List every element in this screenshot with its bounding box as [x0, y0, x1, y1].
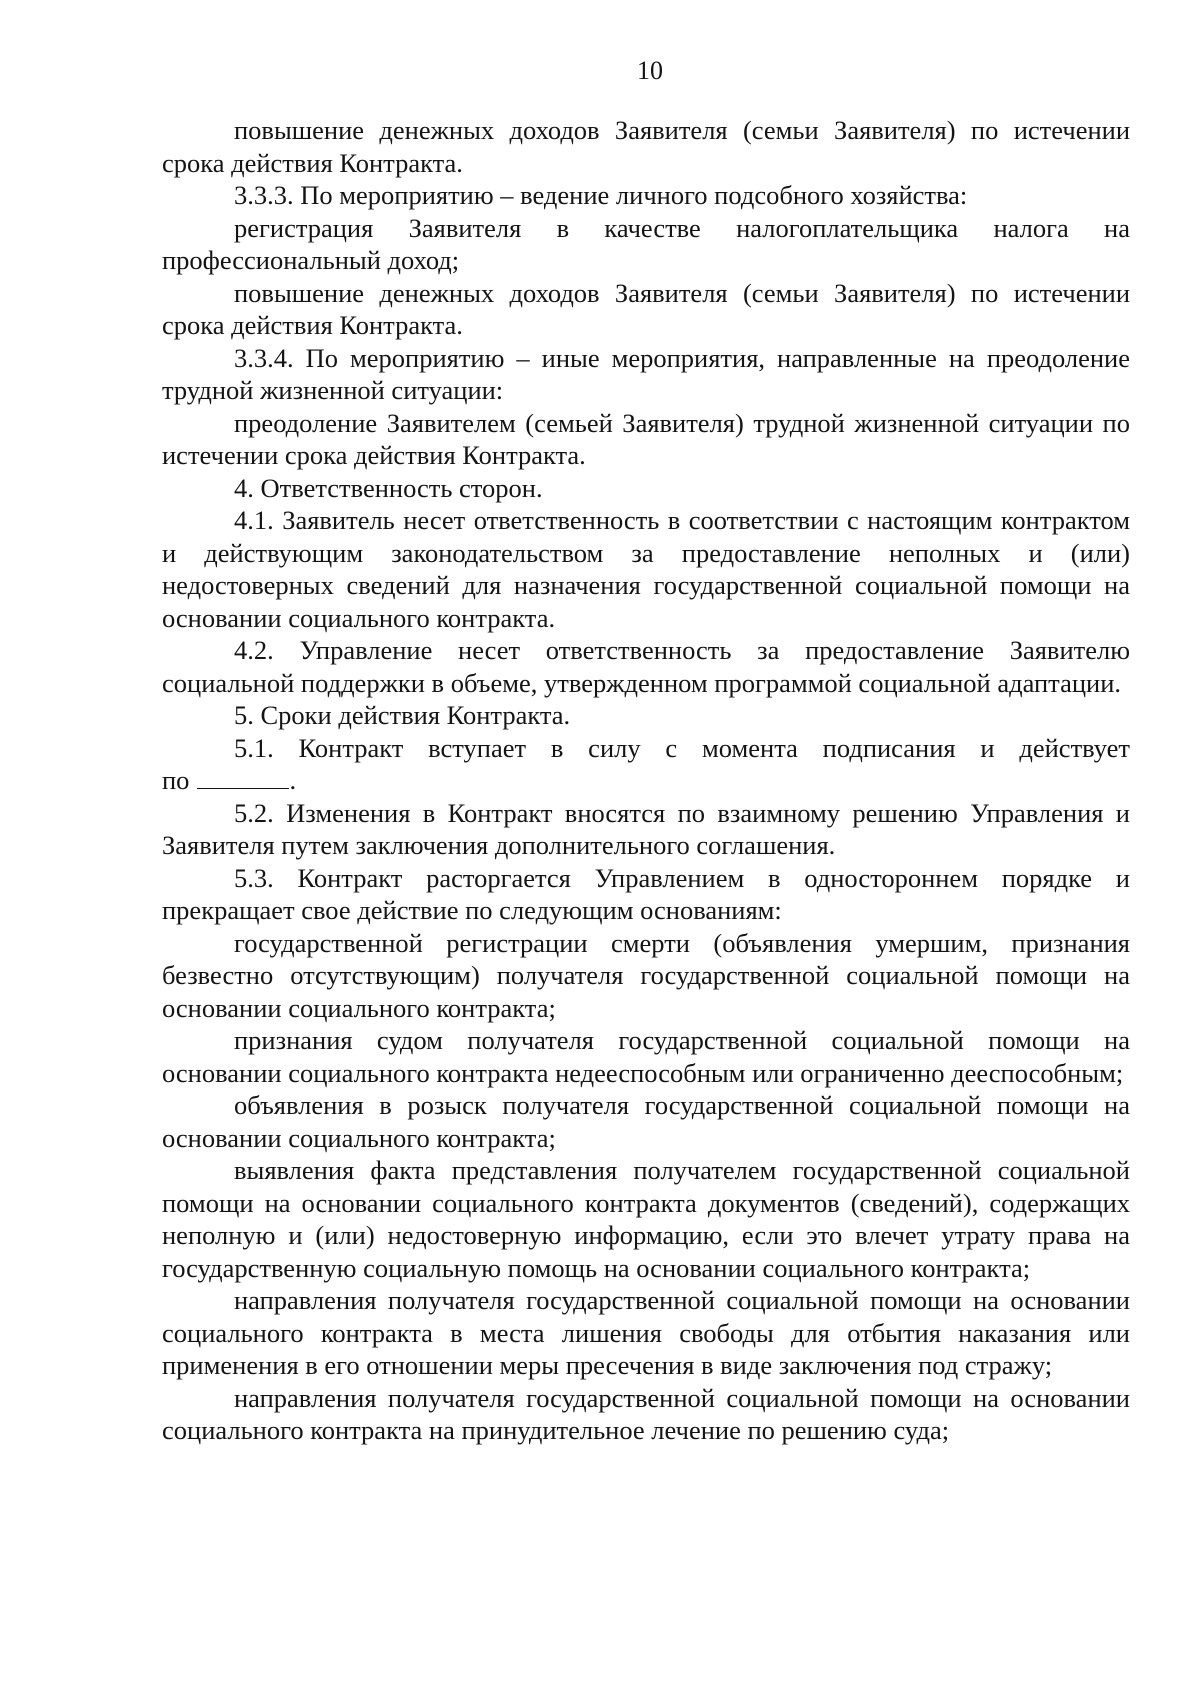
paragraph-income-increase-1: повышение денежных доходов Заявителя (семьи Заявителя) по истечении срока действия Контракта.	[162, 115, 1130, 178]
section-heading-responsibility: 4. Ответственность сторон.	[234, 472, 543, 503]
paragraph-3-3-4: 3.3.4. По мероприятию – иные мероприятия, направленные на преодоление трудной жизненной ситуации:	[162, 342, 1130, 405]
paragraph-4-2: 4.2. Управление несет ответственность за предоставление Заявителю социальной поддержки в объеме, утвержденном программой социальной адаптации.	[162, 635, 1130, 698]
paragraph-3-3-3: 3.3.3. По мероприятию – ведение личного подсобного хозяйства:	[234, 180, 968, 210]
paragraph-5-2: 5.2. Изменения в Контракт вносятся по взаимному решению Управления и Заявителя путем заключения дополнительного соглашения.	[162, 797, 1130, 860]
ground-compulsory-treatment: направления получателя государственной социальной помощи на основании социального контракта на принудительное лечение по решению суда;	[162, 1382, 1130, 1445]
paragraph-5-1: 5.1. Контракт вступает в силу с момента подписания и действует	[234, 732, 1130, 763]
term-date-blank	[197, 766, 289, 789]
page-number: 10	[637, 56, 663, 85]
paragraph-income-increase-2: повышение денежных доходов Заявителя (семьи Заявителя) по истечении срока действия Контракта.	[162, 277, 1130, 340]
term-prefix: по	[162, 765, 190, 795]
paragraph-registration-taxpayer: регистрация Заявителя в качестве налогоплательщика налога на профессиональный доход;	[162, 212, 1130, 275]
section-heading-terms: 5. Сроки действия Контракта.	[234, 700, 571, 730]
term-end-line	[162, 764, 1130, 797]
ground-imprisonment: направления получателя государственной социальной помощи на основании социального контракта в места лишения свободы для отбытия наказания или применения в его отношении меры пресечения в виде заключения под стражу;	[162, 1285, 1130, 1380]
paragraph-5-3: 5.3. Контракт расторгается Управлением в одностороннем порядке и прекращает свое действие по следующим основаниям:	[162, 862, 1130, 925]
paragraph-4-1: 4.1. Заявитель несет ответственность в соответствии с настоящим контрактом и действующим законодательством за предоставление неполных и (или) недостоверных сведений для назначения государственной социальной помощи на основании социального контракта.	[162, 505, 1130, 633]
ground-death-registration: государственной регистрации смерти (объявления умершим, признания безвестно отсутствующим) получателя государственной социальной помощи на основании социального контракта;	[162, 927, 1130, 1023]
ground-false-information: выявления факта представления получателем государственной социальной помощи на основании социального контракта документов (сведений), содержащих неполную и (или) недостоверную информацию, если это влечет утрату права на государственную социальную помощь на основании социального контракта;	[162, 1155, 1130, 1283]
ground-wanted: объявления в розыск получателя государственной социальной помощи на основании социального контракта;	[162, 1090, 1130, 1153]
ground-incapacity: признания судом получателя государственной социальной помощи на основании социального контракта недееспособным или ограниченно дееспособным;	[162, 1025, 1130, 1088]
term-suffix: .	[289, 765, 297, 795]
paragraph-overcoming-situation: преодоление Заявителем (семьей Заявителя) трудной жизненной ситуации по истечении срока действия Контракта.	[162, 407, 1130, 470]
document-body	[162, 114, 1130, 1447]
